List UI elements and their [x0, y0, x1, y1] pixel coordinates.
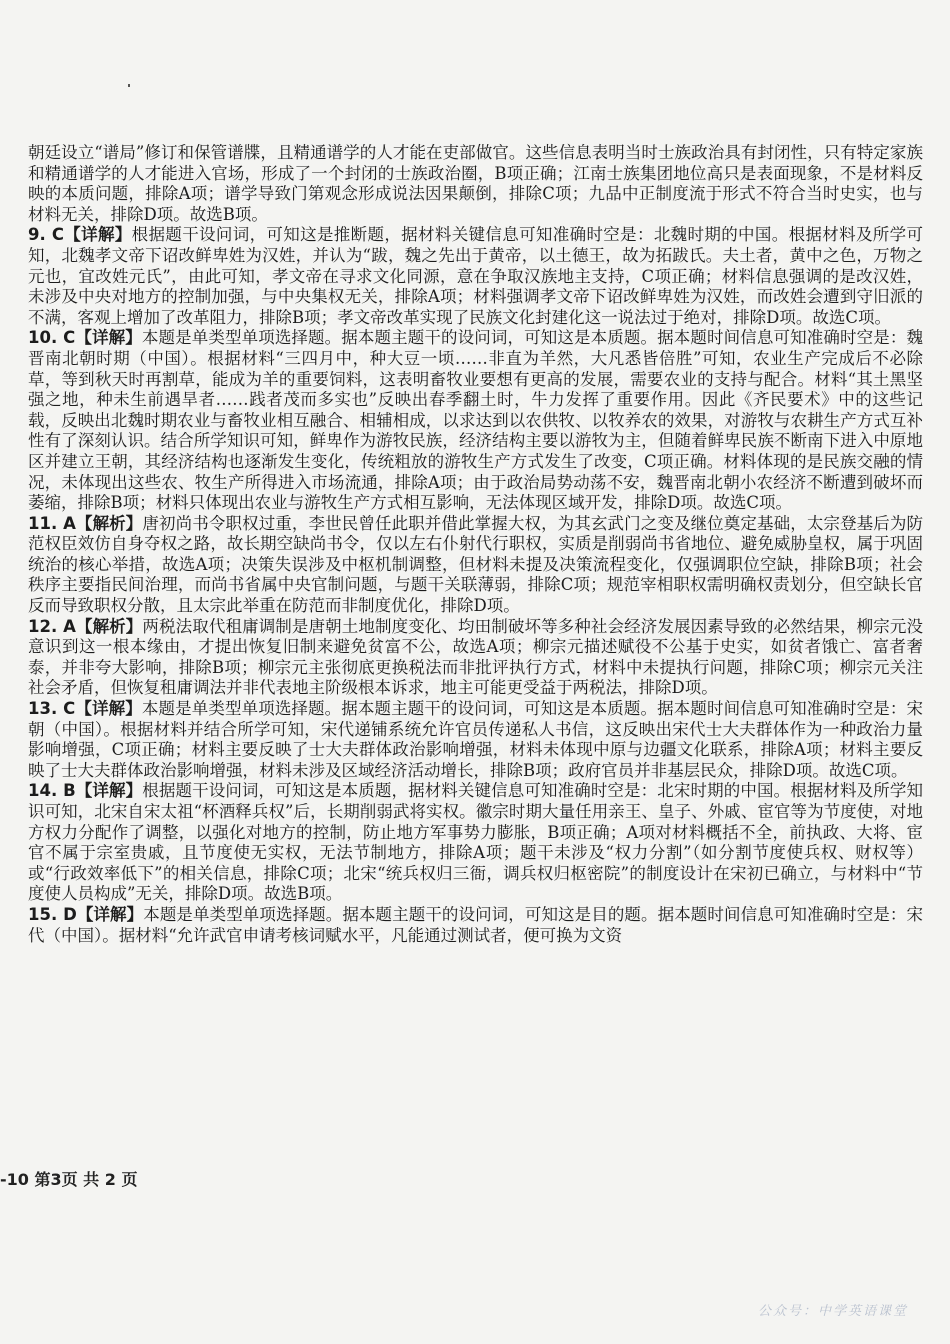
item-text: 根据题干设问词，可知这是本质题，据材料关键信息可知准确时空是：北宋时期的中国。根据材料及所学知识可知，北宋自宋太祖“杯酒释兵权”后，长期削弱武将实权。徽宗时期大量任用亲王、皇子、外戚、宦官等为节度使，对地方权力分配作了调整，以强化对地方的控制，防止地方军事势力膨胀，B项正确；A项对材料概括不全，前执政、大将、宦官不属于宗室贵戚，且节度使无实权，无法节制地方，排除A项；题干未涉及“权力分割”（如分割节度使兵权、财权等）或“行政效率低下”的相关信息，排除C项；北宋“统兵权归三衙，调兵权归枢密院”的制度设计在宋初已确立，与材料中“节度使人员构成”无关，排除D项。故选B项。: [28, 781, 924, 904]
item-lead: 14. B【详解】: [28, 781, 143, 801]
item-text: 本题是单类型单项选择题。据本题主题干的设问词，可知这是目的题。据本题时间信息可知准确时空是：宋代（中国）。据材料“允许武官申请考核词赋水平，凡能通过测试者，便可换为文资: [28, 904, 924, 945]
item-text: 朝廷设立“谱局”修订和保管谱牒，且精通谱学的人才能在吏部做官。这些信息表明当时士族政治具有封闭性，只有特定家族和精通谱学的人才能进入官场，形成了一个封闭的士族政治圈，B项正确；江南士族集团地位高只是表面现象，不是材料反映的本质问题，排除A项；谱学导致门第观念形成说法因果颠倒，排除C项；九品中正制度流于形式不符合当时史实，也与材料无关，排除D项。故选B项。: [28, 143, 923, 224]
item-lead: 13. C【详解】: [28, 699, 142, 719]
item-lead: 11. A【解析】: [28, 513, 143, 533]
scan-speck: [128, 84, 130, 87]
item-lead: 10. C【详解】: [28, 328, 142, 348]
paragraph-item-10: [28, 328, 923, 513]
paragraph-item-12: [28, 617, 923, 699]
paragraph-item-13: [28, 699, 923, 781]
item-text: 两税法取代租庸调制是唐朝土地制度变化、均田制破坏等多种社会经济发展因素导致的必然结果，柳宗元没意识到这一根本缘由，才提出恢复旧制来避免贫富不公，故选A项；柳宗元描述赋役不公基于史实，如贫者饿亡、富者奢泰，并非夸大影响，排除B项；柳宗元主张彻底更换税法而非批评执行方式，材料中未提执行问题，排除C项；柳宗元关注社会矛盾，但恢复租庸调法并非代表地主阶级根本诉求，地主可能更受益于两税法，排除D项。: [28, 616, 924, 698]
watermark: 公众号：中学英语课堂: [757, 1304, 908, 1319]
item-text: 本题是单类型单项选择题。据本题主题干的设问词，可知这是本质题。据本题时间信息可知准确时空是：魏晋南北朝时期（中国）。根据材料“三四月中，种大豆一顷……非直为羊然，大凡悉皆倍胜”可知，农业生产完成后不必除草，等到秋天时再割草，能成为羊的重要饲料，这表明畜牧业要想有更高的发展，需要农业的支持与配合。材料“其土黑坚强之地，种未生前遇旱者……践者茂而多实也”反映出春季翻土时，牛力发挥了重要作用。因此《齐民要术》中的这些记载，反映出北魏时期农业与畜牧业相互融合、相辅相成，以求达到以农供牧、以牧养农的效果，对游牧与农耕生产方式互补性有了深刻认识。结合所学知识可知，鲜卑作为游牧民族，经济结构主要以游牧为主，但随着鲜卑民族不断南下进入中原地区并建立王朝，其经济结构也逐渐发生变化，传统粗放的游牧生产方式发生了改变，C项正确。材料体现的是民族交融的情况，未体现出这些农、牧生产所得进入市场流通，排除A项；由于政治局势动荡不安，魏晋南北朝小农经济不断遭到破坏而萎缩，排除B项；材料只体现出农业与游牧生产方式相互影响，无法体现区域开发，排除D项。故选C项。: [28, 328, 923, 513]
paragraph-item-15: [28, 905, 923, 946]
item-text: 本题是单类型单项选择题。据本题主题干的设问词，可知这是本质题。据本题时间信息可知准确时空是：宋朝（中国）。根据材料并结合所学可知，宋代递铺系统允许官员传递私人书信，这反映出宋代士大夫群体作为一种政治力量影响增强，C项正确；材料主要反映了士大夫群体政治影响增强，材料未体现中原与边疆文化联系，排除A项；材料主要反映了士大夫群体政治影响增强，材料未涉及区域经济活动增长，排除B项；政府官员并非基层民众，排除D项。故选C项。: [28, 699, 923, 780]
paragraph-continued: [28, 143, 923, 225]
paragraph-item-14: [28, 781, 923, 905]
item-lead: 15. D【详解】: [28, 904, 144, 924]
answer-explanations: [28, 143, 923, 946]
paragraph-item-11: [28, 514, 923, 617]
paragraph-item-9: [28, 225, 923, 328]
item-lead: 9. C【详解】: [28, 225, 132, 245]
item-text: 唐初尚书令职权过重，李世民曾任此职并借此掌握大权，为其玄武门之变及继位奠定基础，太宗登基后为防范权臣效仿自身夺权之路，故长期空缺尚书令，仅以左右仆射代行职权，实质是削弱尚书省地位、避免威胁皇权，属于巩固统治的核心举措，故选A项；决策失误涉及中枢机制调整，但材料未提及决策流程变化，仅强调职位空缺，排除B项；社会秩序主要指民间治理，而尚书省属中央官制问题，与题干关联薄弱，排除C项；规范宰相职权需明确权责划分，但空缺长官反而导致职权分散，且太宗此举重在防范而非制度优化，排除D项。: [28, 513, 924, 616]
item-text: 根据题干设问词，可知这是推断题，据材料关键信息可知准确时空是：北魏时期的中国。根据材料及所学可知，北魏孝文帝下诏改鲜卑姓为汉姓，并认为“跋，魏之先出于黄帝，以土德王，故为拓跋氏。夫土者，黄中之色，万物之元也，宜改姓元氏”，由此可知，孝文帝在寻求文化同源，意在争取汉族地主支持，C项正确；材料信息强调的是改汉姓，未涉及中央对地方的控制加强，与中央集权无关，排除A项；材料强调孝文帝下诏改鲜卑姓为汉姓，而改姓会遭到守旧派的不满，客观上增加了改革阻力，排除B项；孝文帝改革实现了民族文化封建化这一说法过于绝对，排除D项。故选C项。: [28, 225, 923, 327]
page-footer: -10 第3页 共 2 页: [0, 1170, 138, 1189]
item-lead: 12. A【解析】: [28, 616, 143, 636]
